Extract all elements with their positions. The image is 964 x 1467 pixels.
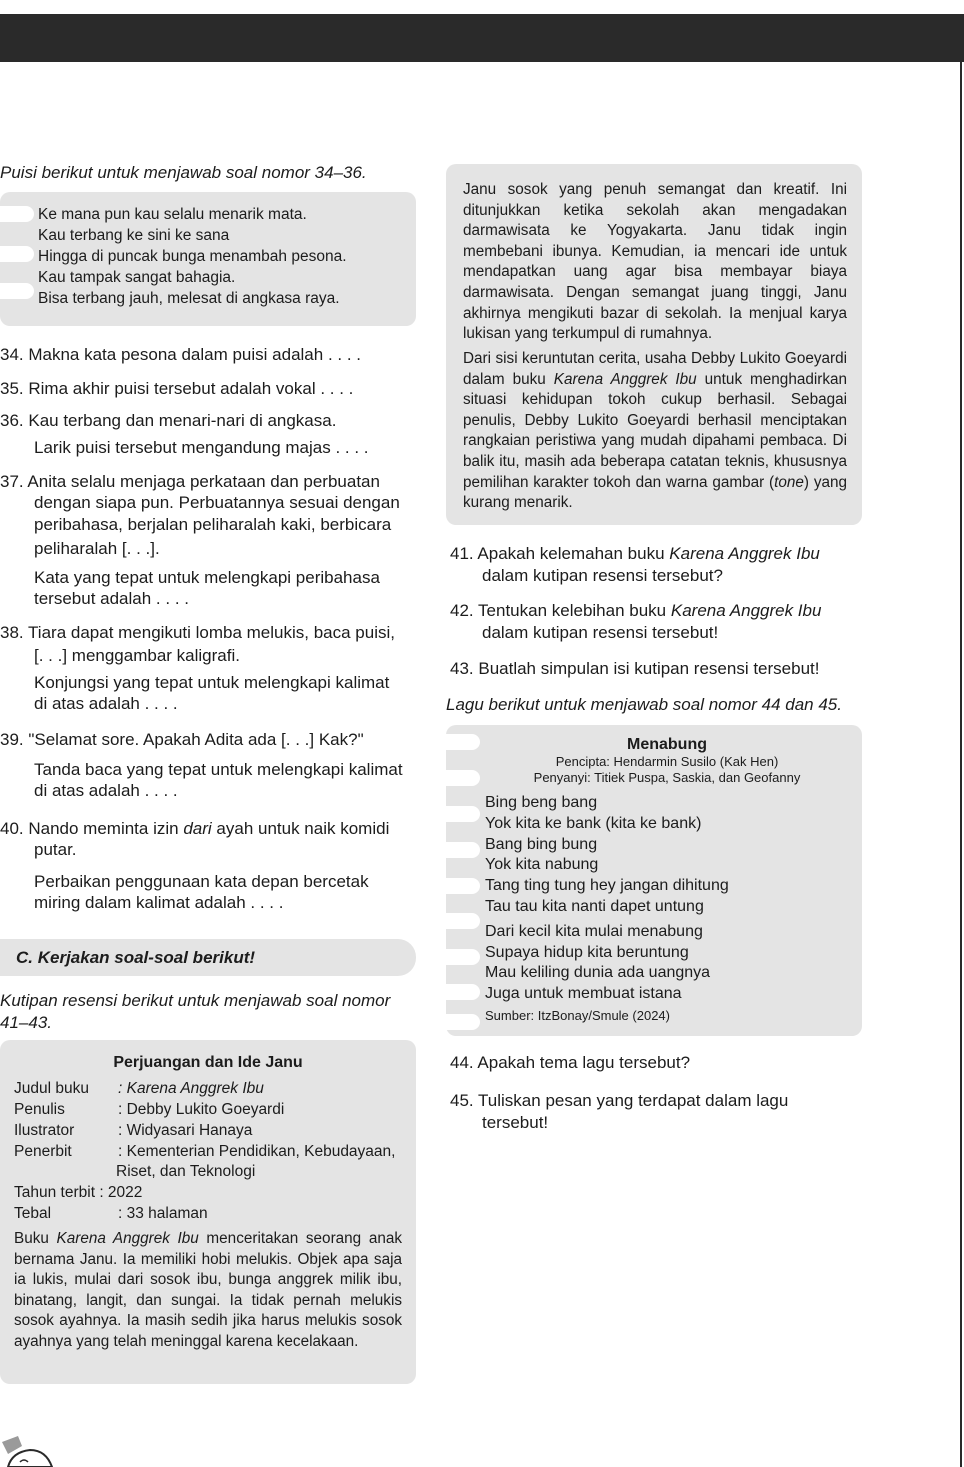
question-42: 42. Tentukan kelebihan buku Karena Anggrek Ibu xyxy=(450,601,822,620)
review-paragraph-3: Dari sisi keruntutan cerita, usaha Debby Lukito Goeyardi dalam buku Karena Anggrek Ibu untuk menghadirkan situasi kehidupan tokoh cukup berhasil. Sebagai penulis, Debby Lukito Goeyardi berhasil menciptakan rangkaian peristiwa yang mudah dipahami pembaca. Di balik itu, masih ada beberapa catatan teknis, khususnya pemilihan karakter tokoh dan warna gambar (tone) yang kurang menarik. xyxy=(463,350,847,512)
bullet-decoration xyxy=(446,842,480,858)
poem-line: Hingga di puncak bunga menambah pesona. xyxy=(38,248,347,265)
bullet-decoration xyxy=(446,913,480,929)
question-37-line: peribahasa, berjalan peliharalah kaki, berbicara xyxy=(34,515,392,534)
bullet-decoration xyxy=(446,984,480,1000)
question-45: 45. Tuliskan pesan yang terdapat dalam lagu xyxy=(450,1091,789,1110)
question-38-line: di atas adalah . . . . xyxy=(34,694,178,713)
song-source: Sumber: ItzBonay/Smule (2024) xyxy=(485,1008,670,1023)
poem-line: Ke mana pun kau selalu menarik mata. xyxy=(38,206,307,223)
question-37-line: tersebut adalah . . . . xyxy=(34,589,189,608)
review-intro: Kutipan resensi berikut untuk menjawab soal nomor xyxy=(0,991,391,1010)
poem-line: Kau terbang ke sini ke sana xyxy=(38,227,230,244)
question-37: 37. Anita selalu menjaga perkataan dan perbuatan xyxy=(0,472,380,491)
poem-line: Kau tampak sangat bahagia. xyxy=(38,269,236,286)
page-corner-decoration xyxy=(0,1432,60,1467)
question-38: 38. Tiara dapat mengikuti lomba melukis, baca puisi, xyxy=(0,623,395,642)
song-singers: Penyanyi: Titiek Puspa, Saskia, dan Geofanny xyxy=(533,770,801,785)
header-bar xyxy=(0,14,964,62)
song-line: Yok kita ke bank (kita ke bank) xyxy=(485,815,702,832)
song-line: Supaya hidup kita beruntung xyxy=(485,944,689,961)
question-40-line: Perbaikan penggunaan kata depan bercetak xyxy=(34,872,369,891)
poem-line: Bisa terbang jauh, melesat di angkasa raya. xyxy=(38,290,340,307)
song-composer: Pencipta: Hendarmin Susilo (Kak Hen) xyxy=(555,754,779,769)
review-info-row: Ilustrator : Widyasari Hanaya xyxy=(14,1122,253,1139)
question-38-line: Konjungsi yang tepat untuk melengkapi kalimat xyxy=(34,673,390,692)
bullet-decoration xyxy=(0,246,34,262)
song-intro: Lagu berikut untuk menjawab soal nomor 44 dan 45. xyxy=(446,695,842,714)
song-line: Bing beng bang xyxy=(485,794,598,811)
question-42-line: dalam kutipan resensi tersebut! xyxy=(482,623,719,642)
review-info-row: Tahun terbit : 2022 xyxy=(14,1184,143,1201)
question-39-line: di atas adalah . . . . xyxy=(34,781,178,800)
question-41-line: dalam kutipan resensi tersebut? xyxy=(482,566,723,585)
question-36: 36. Kau terbang dan menari-nari di angkasa. xyxy=(0,411,337,430)
question-37-line: dengan siapa pun. Perbuatannya sesuai dengan xyxy=(34,493,400,512)
review-info-row: Judul buku : Karena Anggrek Ibu xyxy=(14,1080,264,1097)
song-line: Bang bing bung xyxy=(485,836,598,853)
song-line: Tau tau kita nanti dapet untung xyxy=(485,898,704,915)
review-paragraph-2: Janu sosok yang penuh semangat dan kreatif. Ini ditunjukkan ketika sekolah akan mengadakan darmawisata ke Yogyakarta. Janu tidak ingin membebani ibunya. Kemudian, ia mencari ide untuk mendapatkan uang agar bisa membayar biaya darmawisata. Dengan semangat juang tinggi, Janu akhirnya mengikuti bazar di sekolah. Ia menjual karya lukisan yang terkumpul di rumahnya. xyxy=(463,181,847,343)
question-41: 41. Apakah kelemahan buku Karena Anggrek Ibu xyxy=(450,544,820,563)
bullet-decoration xyxy=(0,206,34,222)
review-info-row: Penerbit : Kementerian Pendidikan, Kebudayaan, xyxy=(14,1143,396,1160)
bullet-decoration xyxy=(0,283,34,299)
song-line: Juga untuk membuat istana xyxy=(485,985,682,1002)
song-line: Mau keliling dunia ada uangnya xyxy=(485,964,711,981)
question-37-line: peliharalah [. . .]. xyxy=(34,539,160,558)
song-line: Tang ting tung hey jangan dihitung xyxy=(485,877,729,894)
song-line: Yok kita nabung xyxy=(485,856,599,873)
section-c-title: C. Kerjakan soal-soal berikut! xyxy=(16,948,256,967)
bullet-decoration xyxy=(446,806,480,822)
question-45-line: tersebut! xyxy=(482,1113,549,1132)
review-info-row: Riset, dan Teknologi xyxy=(116,1163,256,1180)
song-title: Menabung xyxy=(627,736,707,753)
poem-intro: Puisi berikut untuk menjawab soal nomor 34–36. xyxy=(0,163,367,182)
review-title: Perjuangan dan Ide Janu xyxy=(113,1054,303,1071)
question-44: 44. Apakah tema lagu tersebut? xyxy=(450,1053,691,1072)
review-paragraph-1: Buku Karena Anggrek Ibu menceritakan seorang anak bernama Janu. Ia memiliki hobi melukis. Objek apa saja ia lukis, mulai dari sosok ibu, bunga anggrek milik ibu, binatang, langit, dan sungai. Ia tidak pernah melukis sosok ayahnya. Ia masih sedih jika harus melukis sosok ayahnya yang telah meninggal karena kecelakaan. xyxy=(14,1230,402,1350)
page-border-line xyxy=(960,62,962,1467)
review-intro-numbers: 41–43. xyxy=(0,1013,52,1032)
question-37-line: Kata yang tepat untuk melengkapi peribahasa xyxy=(34,568,380,587)
review-info-row: Tebal : 33 halaman xyxy=(14,1205,208,1222)
bullet-decoration xyxy=(446,1014,480,1030)
question-38-line: [. . .] menggambar kaligrafi. xyxy=(34,646,240,665)
question-34: 34. Makna kata pesona dalam puisi adalah . . . . xyxy=(0,345,362,364)
question-35: 35. Rima akhir puisi tersebut adalah vokal . . . . xyxy=(0,379,354,398)
question-36-text: Larik puisi tersebut mengandung majas . . . . xyxy=(34,438,369,457)
question-40-line: miring dalam kalimat adalah . . . . xyxy=(34,893,284,912)
question-40-line: putar. xyxy=(34,840,77,859)
question-39: 39. "Selamat sore. Apakah Adita ada [. . .] Kak?" xyxy=(0,730,364,749)
bullet-decoration xyxy=(446,949,480,965)
question-40: 40. Nando meminta izin dari ayah untuk naik komidi xyxy=(0,819,390,838)
question-39-line: Tanda baca yang tepat untuk melengkapi kalimat xyxy=(34,760,403,779)
review-info-row: Penulis : Debby Lukito Goeyardi xyxy=(14,1101,285,1118)
bullet-decoration xyxy=(446,878,480,894)
question-43: 43. Buatlah simpulan isi kutipan resensi tersebut! xyxy=(450,659,820,678)
song-line: Dari kecil kita mulai menabung xyxy=(485,923,703,940)
